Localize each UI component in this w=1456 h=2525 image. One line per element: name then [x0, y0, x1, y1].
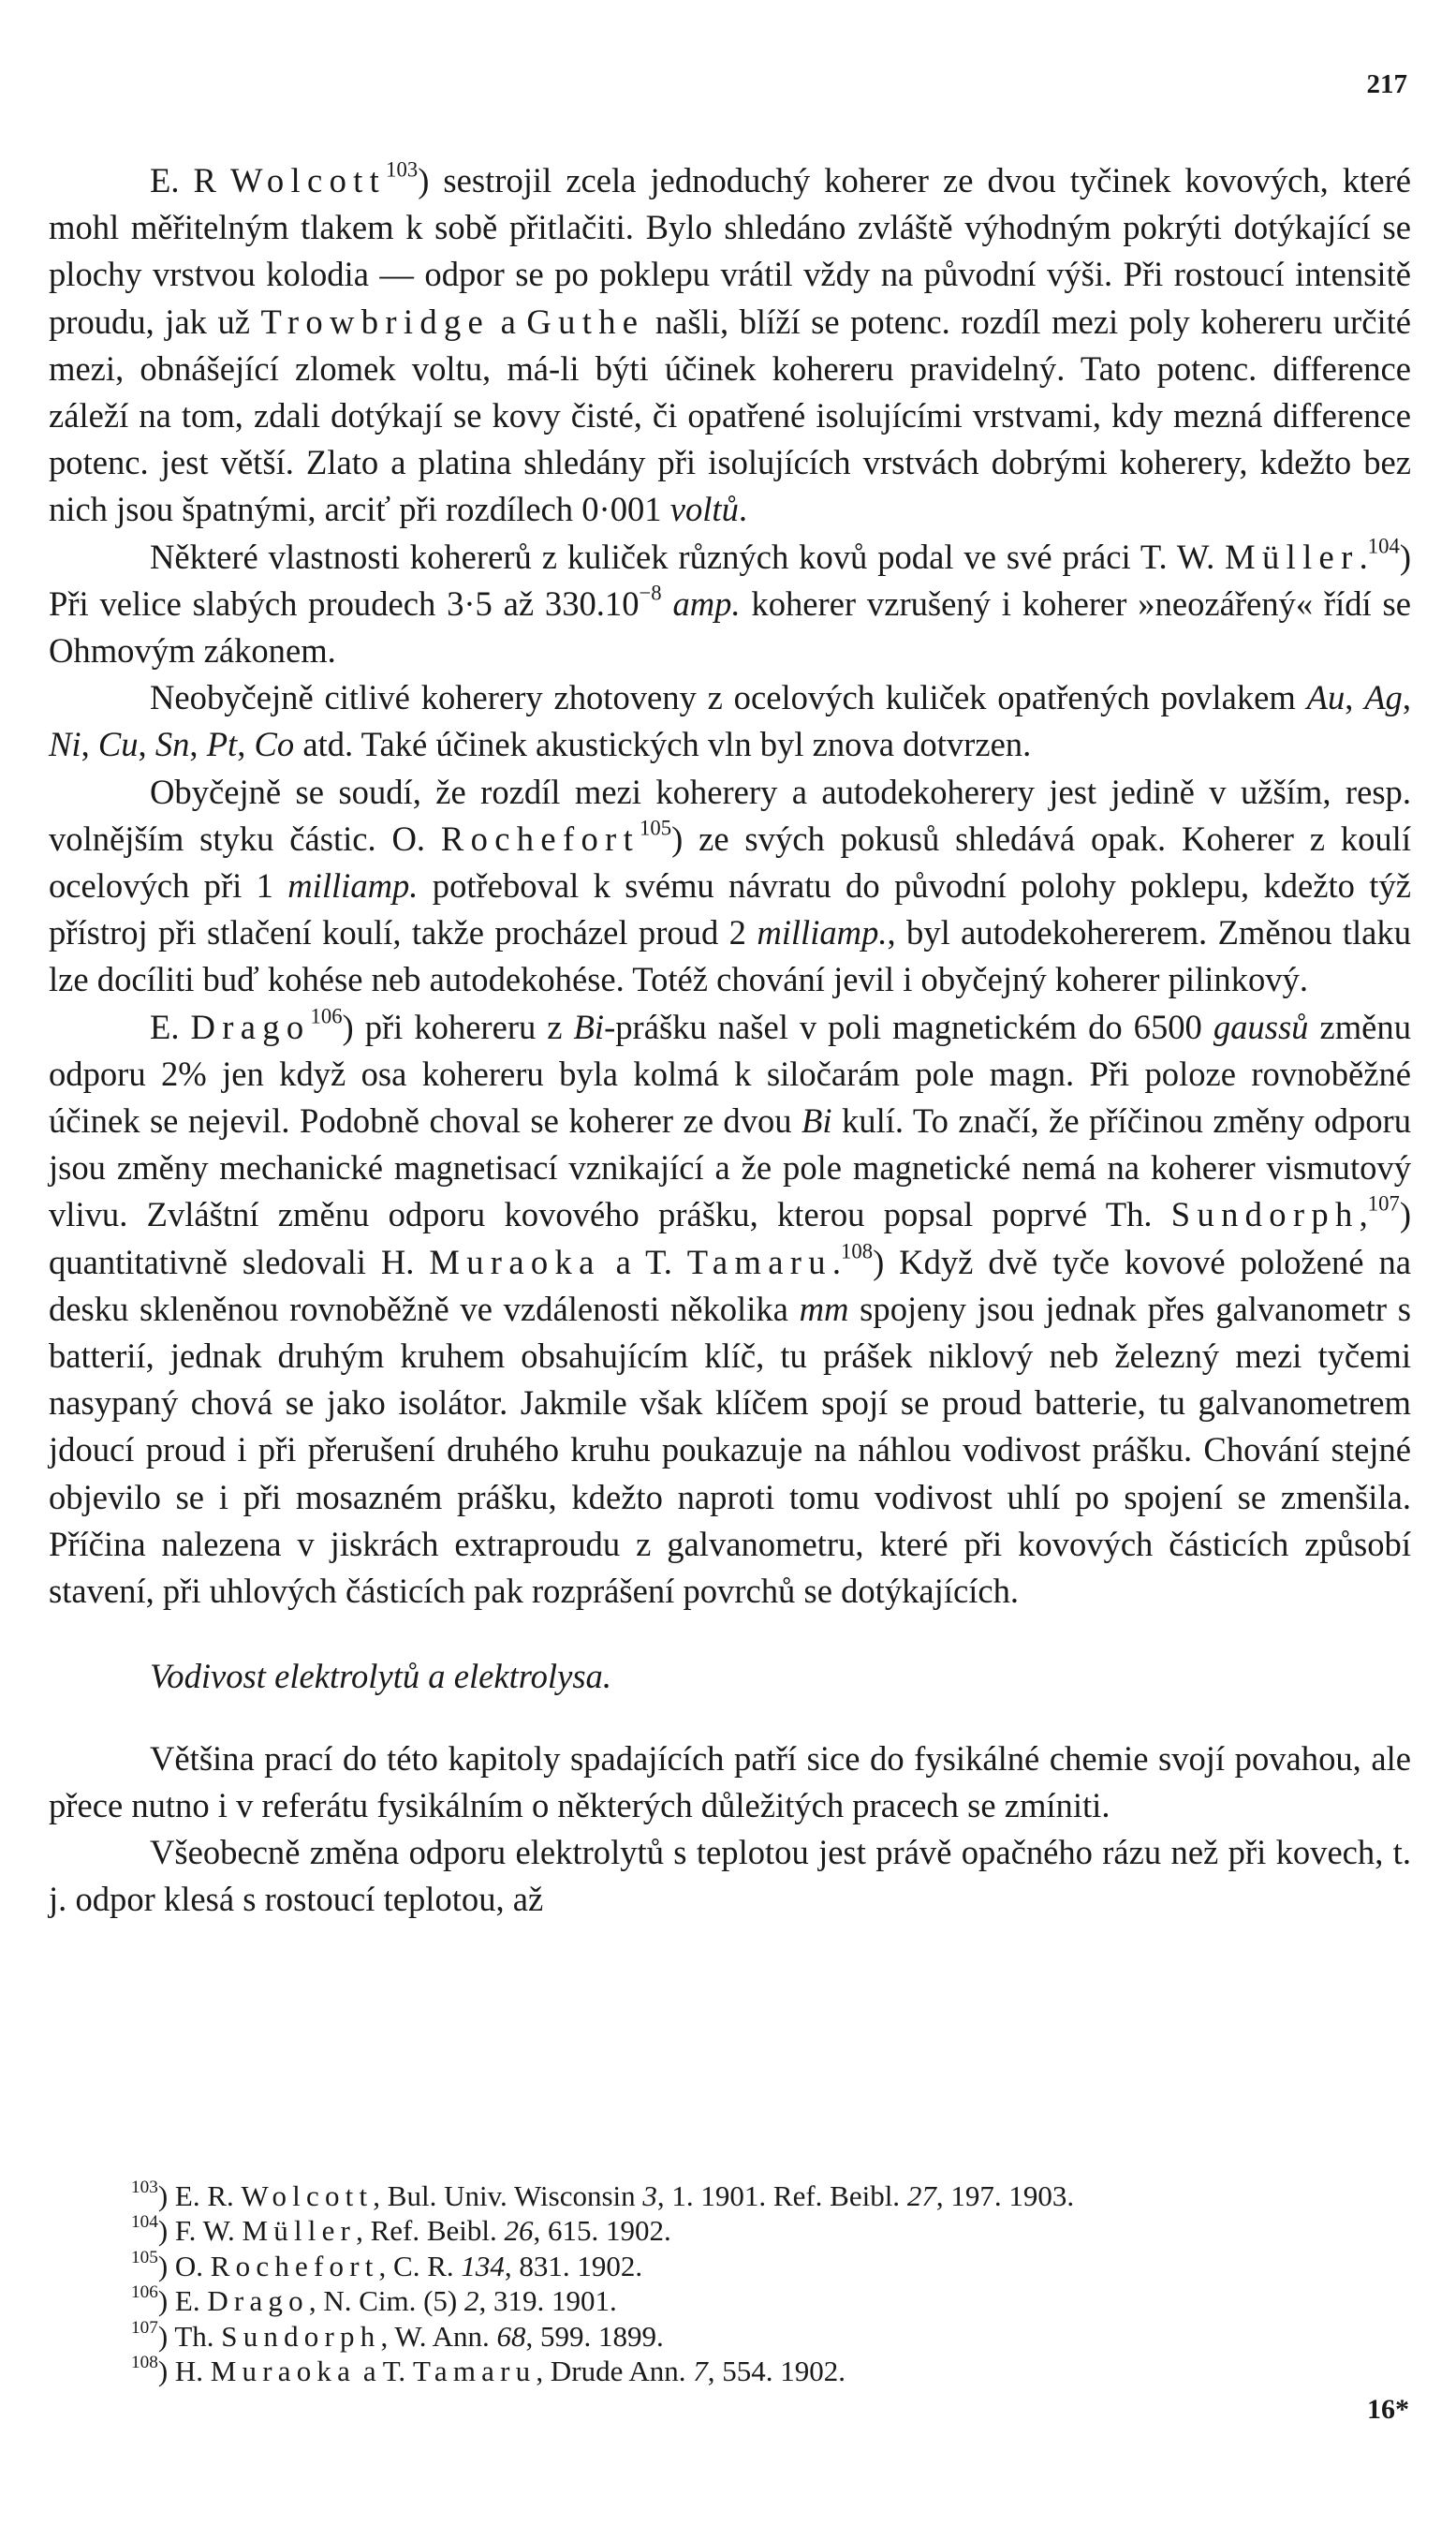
paragraph: [49, 1829, 1411, 1923]
text-run: ) při kohereru z: [342, 1007, 574, 1046]
spaced-name: Drago: [207, 2284, 309, 2318]
italic-run: 2: [464, 2284, 479, 2318]
footnote: [131, 2249, 1442, 2283]
text-run: spojeny jsou jednak přes galvanometr s batterií, jednak druhým kruhem obsahujícím klíč, tu prášek niklový neb železný mezi tyčemi nasypaný chová se jako isolátor. Jakmile však klíčem spojí se proud batterie, tu galvanometrem jdoucí proud i při přerušení druhého kruhu poukazuje na náhlou vodivost prášku. Chování stejné objevilo se i při mosazném prášku, kdežto naproti tomu vodivost uhlí po spojení se zmenšila. Příčina nalezena v jiskrách extraproudu z galvanometru, které při kovových částicích způsobí stavení, při uhlových částicích pak rozprášení povrchů se dotýkajících.: [49, 1289, 1411, 1611]
italic-run: gaussů: [1213, 1007, 1309, 1046]
spaced-name: Guthe: [526, 302, 645, 341]
spaced-name: Wolcott: [241, 2179, 374, 2212]
text-run: kulí. To značí, že příčinou změny odporu jsou změny mechanické magnetisací vznikající a že pole magnetické nemá na koherer vismutový vlivu. Zvláštní změnu odporu kovového prášku, kterou popsal poprvé Th.: [49, 1101, 1411, 1234]
spaced-name: Sundorph: [221, 2319, 381, 2353]
footnote: [131, 2213, 1442, 2248]
text-run: , W. Ann.: [380, 2319, 497, 2353]
italic-run: voltů: [669, 490, 739, 529]
text-run: , N. Cim. (5): [308, 2284, 464, 2318]
text-run: , Ref. Beibl.: [356, 2214, 505, 2248]
footnote: [131, 2319, 1442, 2354]
text-run: , 599. 1899.: [525, 2319, 664, 2353]
spaced-name: Tamaru: [412, 2355, 537, 2388]
text-run: ,: [138, 725, 155, 764]
text-run: ) quantitativně sledovali H.: [49, 1195, 1411, 1281]
text-run: ) F. W.: [157, 2214, 243, 2248]
italic-run: Pt: [206, 725, 238, 764]
superscript-ref: 107: [1367, 1192, 1400, 1217]
text-run: ,: [237, 725, 255, 764]
spaced-name: Drago: [190, 1007, 311, 1046]
paragraph: [49, 1735, 1411, 1829]
text-run: ) ze svých pokusů shledává opak. Koherer z koulí ocelových při 1: [49, 819, 1411, 906]
spaced-name: Rochefort: [210, 2249, 379, 2282]
text-run: ) E.: [157, 2284, 208, 2318]
text-run: Některé vlastnosti kohererů z kuliček různých kovů podal ve své práci T. W.: [150, 537, 1226, 576]
footnote: [131, 2178, 1442, 2213]
italic-run: 3: [642, 2179, 657, 2212]
paragraph: [49, 769, 1411, 1004]
italic-run: Au: [1306, 678, 1346, 717]
section-heading: Vodivost elektrolytů a elektrolysa.: [150, 1657, 611, 1696]
text-run: Obyčejně se soudí, že rozdíl mezi koherery a autodekoherery jest jedině v užším, resp. volnějším styku částic. O.: [49, 772, 1411, 858]
text-run: ) Při velice slabých proudech 3·5 až 330.10: [49, 537, 1411, 623]
superscript-ref: 104: [1367, 534, 1400, 558]
italic-run: Bi: [573, 1007, 605, 1046]
body-text: [49, 157, 1411, 1923]
superscript-ref: 105: [131, 2247, 158, 2267]
text-run: atd. Také účinek akustických vln byl znova dotvrzen.: [294, 725, 1032, 764]
spaced-name: Muraoka: [429, 1242, 601, 1281]
italic-run: Ag: [1364, 678, 1403, 717]
text-run: a: [490, 302, 527, 341]
superscript-ref: 104: [131, 2212, 158, 2233]
italic-run: 7: [693, 2355, 708, 2388]
superscript-ref: 108: [841, 1239, 874, 1263]
text-run: .: [831, 1242, 842, 1281]
spaced-name: Wolcott: [230, 161, 387, 199]
text-run: koherer vzrušený i koherer »neozářený« řídí se Ohmovým zákonem.: [49, 583, 1411, 671]
paragraph: [49, 157, 1411, 534]
text-run: a T.: [600, 1242, 687, 1281]
text-run: ,: [1345, 678, 1365, 717]
footnotes: [131, 2178, 1442, 2388]
page-number: 217: [1366, 69, 1407, 99]
superscript-ref: 108: [131, 2353, 158, 2373]
text-run: , byl autodekohererem. Změnou tlaku lze docíliti buď kohése neb autodekohése. Totéž chování jevil i obyčejný koherer pilinkový.: [49, 913, 1411, 999]
superscript-ref: 106: [131, 2282, 158, 2303]
text-run: Všeobecně změna odporu elektrolytů s teplotou jest právě opačného rázu než při kovech, t. j. odpor klesá s rostoucí teplotou, až: [49, 1832, 1411, 1919]
superscript-ref: 103: [131, 2178, 158, 2198]
italic-run: Sn: [154, 725, 190, 764]
text-run: změnu odporu 2%: [49, 1007, 1411, 1093]
text-run: , Drude Ann.: [536, 2355, 694, 2388]
text-run: a T.: [356, 2355, 413, 2388]
italic-run: mm: [799, 1289, 849, 1328]
italic-run: milliamp.: [287, 866, 419, 906]
text-run: , 554. 1902.: [707, 2355, 846, 2388]
text-run: E. R: [150, 161, 231, 199]
text-run: ) sestrojil zcela jednoduchý koherer ze dvou tyčinek kovových, které mohl měřitelným tlakem k sobě přitlačiti. Bylo shledáno zvláště výhodným pokrýti dotýkající se plochy vrstvou kolodia — odpor se po poklepu vrátil vždy na původní výši. Při rostoucí intensitě proudu, jak už: [49, 161, 1411, 341]
superscript-ref: 106: [310, 1004, 343, 1028]
text-run: , 615. 1902.: [533, 2214, 671, 2248]
spaced-name: Muraoka: [210, 2355, 357, 2388]
text-run: ) E. R.: [157, 2179, 242, 2212]
spaced-name: Müller: [242, 2214, 357, 2248]
text-run: ,: [1402, 678, 1411, 717]
text-run: [662, 584, 673, 623]
text-run: , C. R.: [378, 2249, 462, 2282]
italic-run: 26: [504, 2214, 534, 2248]
text-run: potřeboval k svému návratu do původní polohy poklepu, kdežto týž přístroj při stlačení koulí, takže procházel proud 2: [49, 866, 1411, 952]
text-run: ,: [81, 725, 98, 764]
italic-run: 27: [906, 2179, 936, 2212]
superscript-ref: 103: [386, 157, 419, 182]
footnote: [131, 2354, 1442, 2388]
text-run: ) O.: [157, 2249, 211, 2282]
spaced-name: Rochefort: [440, 819, 640, 858]
text-run: , 831. 1902.: [504, 2249, 643, 2282]
text-run: .: [738, 490, 748, 529]
text-run: Většina prací do této kapitoly spadajících patří sice do fysikálné chemie svojí povahou, ale přece nutno i v referátu fysikálním o některých důležitých pracech se zmíniti.: [49, 1738, 1411, 1824]
spaced-name: Müller: [1225, 537, 1360, 576]
text-run: ) H.: [157, 2355, 211, 2388]
spaced-name: Sundorph: [1170, 1195, 1360, 1234]
text-run: našli, blíží se potenc. rozdíl mezi poly kohereru určité mezi, obnášející zlomek voltu, má-li býti účinek kohereru pravidelný. Tato potenc. difference záleží na tom, zdali dotýkají se kovy čisté, či opatřené isolujícími vrstvami, kdy mezná difference potenc. jest větší. Zlato a platina shledány při isolujících vrstvách dobrými koherery, kdežto bez nich jsou špatnými, arciť při rozdílech 0·001: [49, 302, 1412, 529]
italic-run: Bi: [802, 1101, 832, 1141]
text-run: , 197. 1903.: [935, 2179, 1075, 2212]
text-run: E.: [150, 1007, 191, 1046]
italic-run: Co: [254, 725, 295, 764]
text-run: , Bul. Univ. Wisconsin: [373, 2179, 643, 2212]
spaced-name: Tamaru: [686, 1242, 832, 1281]
signature-mark: 16*: [1367, 2394, 1409, 2425]
text-run: ) Když dvě tyče kovové položené na desku skleněnou rovnoběžně ve vzdálenosti několika: [49, 1242, 1411, 1328]
text-run: , 1. 1901. Ref. Beibl.: [656, 2179, 907, 2212]
paragraphs-before: [49, 157, 1411, 1615]
text-run: .: [1359, 537, 1368, 576]
italic-run: 68: [496, 2319, 526, 2353]
superscript-ref: 105: [640, 816, 672, 840]
italic-run: 134: [461, 2249, 505, 2282]
footnote: [131, 2283, 1442, 2318]
text-run: ) Th.: [157, 2319, 222, 2353]
text-run: Neobyčejně citlivé koherery zhotoveny z ocelových kuliček opatřených povlakem: [150, 678, 1307, 717]
paragraph: [49, 674, 1411, 768]
text-run: , 319. 1901.: [478, 2284, 617, 2318]
italic-run: Ni: [49, 725, 81, 764]
text-run: ,: [1359, 1195, 1368, 1234]
paragraph: [49, 1004, 1411, 1616]
superscript-ref: −8: [639, 581, 662, 605]
text-run: -prášku našel v poli magnetickém do 6500: [604, 1007, 1213, 1046]
paragraph: [49, 534, 1411, 675]
italic-run: milliamp.: [757, 913, 888, 952]
italic-run: amp.: [672, 583, 741, 623]
spaced-name: Trowbridge: [260, 302, 491, 341]
superscript-ref: 107: [131, 2317, 158, 2338]
paragraphs-after: [49, 1735, 1411, 1924]
italic-run: Cu: [97, 725, 139, 764]
text-run: jen když osa kohereru byla kolmá k siločarám pole magn. Při poloze rovnoběžné účinek se nejevil. Podobně choval se koherer ze dvou: [49, 1054, 1411, 1141]
text-run: ,: [189, 725, 207, 764]
